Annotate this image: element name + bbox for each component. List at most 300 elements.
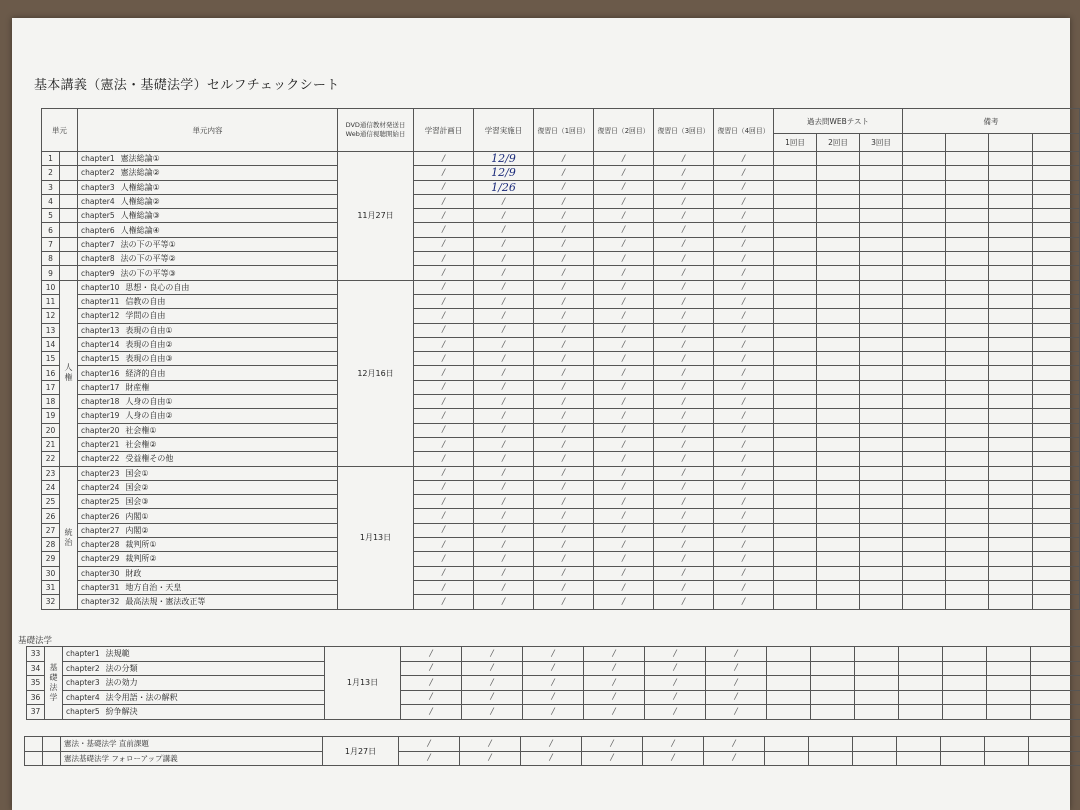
- blank-cell[interactable]: [817, 380, 860, 394]
- blank-cell[interactable]: [855, 647, 899, 662]
- blank-cell[interactable]: [1033, 595, 1080, 609]
- rev2-cell[interactable]: [594, 337, 654, 351]
- blank-cell[interactable]: [817, 366, 860, 380]
- blank-cell[interactable]: [774, 352, 817, 366]
- rev1-cell[interactable]: [534, 209, 594, 223]
- rev2-cell[interactable]: [594, 280, 654, 294]
- blank-cell[interactable]: [817, 323, 860, 337]
- rev1-cell[interactable]: [534, 280, 594, 294]
- blank-cell[interactable]: [903, 480, 946, 494]
- rev2-cell[interactable]: [594, 480, 654, 494]
- plan-cell[interactable]: [414, 266, 474, 280]
- rev4-cell[interactable]: [706, 661, 767, 676]
- blank-cell[interactable]: [989, 337, 1033, 351]
- blank-cell[interactable]: [774, 309, 817, 323]
- plan-cell[interactable]: [414, 180, 474, 194]
- blank-cell[interactable]: [989, 495, 1033, 509]
- rev2-cell[interactable]: [594, 395, 654, 409]
- rev2-cell[interactable]: [584, 676, 645, 691]
- blank-cell[interactable]: [1033, 495, 1080, 509]
- blank-cell[interactable]: [903, 180, 946, 194]
- rev1-cell[interactable]: [534, 566, 594, 580]
- blank-cell[interactable]: [903, 580, 946, 594]
- blank-cell[interactable]: [860, 352, 903, 366]
- blank-cell[interactable]: [774, 194, 817, 208]
- blank-cell[interactable]: [774, 323, 817, 337]
- blank-cell[interactable]: [817, 480, 860, 494]
- blank-cell[interactable]: [946, 466, 989, 480]
- blank-cell[interactable]: [899, 705, 943, 720]
- blank-cell[interactable]: [774, 509, 817, 523]
- done-cell[interactable]: [460, 737, 521, 752]
- blank-cell[interactable]: [946, 237, 989, 251]
- blank-cell[interactable]: [946, 495, 989, 509]
- blank-cell[interactable]: [946, 352, 989, 366]
- rev2-cell[interactable]: [582, 751, 643, 766]
- rev3-cell[interactable]: [654, 480, 714, 494]
- blank-cell[interactable]: [767, 690, 811, 705]
- blank-cell[interactable]: [946, 152, 989, 166]
- blank-cell[interactable]: [1031, 676, 1080, 691]
- rev3-cell[interactable]: [654, 309, 714, 323]
- blank-cell[interactable]: [817, 209, 860, 223]
- done-cell[interactable]: [474, 194, 534, 208]
- rev3-cell[interactable]: [654, 337, 714, 351]
- blank-cell[interactable]: [989, 237, 1033, 251]
- blank-cell[interactable]: [989, 266, 1033, 280]
- rev2-cell[interactable]: [594, 452, 654, 466]
- rev3-cell[interactable]: [654, 566, 714, 580]
- plan-cell[interactable]: [414, 395, 474, 409]
- rev3-cell[interactable]: [654, 180, 714, 194]
- blank-cell[interactable]: [774, 552, 817, 566]
- blank-cell[interactable]: [817, 595, 860, 609]
- blank-cell[interactable]: [860, 523, 903, 537]
- rev4-cell[interactable]: [704, 737, 765, 752]
- blank-cell[interactable]: [989, 309, 1033, 323]
- done-cell[interactable]: [474, 380, 534, 394]
- rev2-cell[interactable]: [584, 690, 645, 705]
- blank-cell[interactable]: [774, 166, 817, 180]
- done-cell[interactable]: [474, 266, 534, 280]
- blank-cell[interactable]: [987, 647, 1031, 662]
- blank-cell[interactable]: [989, 452, 1033, 466]
- rev3-cell[interactable]: [654, 280, 714, 294]
- rev3-cell[interactable]: [654, 452, 714, 466]
- blank-cell[interactable]: [817, 423, 860, 437]
- done-cell[interactable]: [462, 661, 523, 676]
- rev2-cell[interactable]: [594, 194, 654, 208]
- blank-cell[interactable]: [860, 509, 903, 523]
- rev3-cell[interactable]: [654, 266, 714, 280]
- blank-cell[interactable]: [899, 690, 943, 705]
- rev1-cell[interactable]: [534, 552, 594, 566]
- plan-cell[interactable]: [401, 705, 462, 720]
- rev1-cell[interactable]: [523, 647, 584, 662]
- rev4-cell[interactable]: [714, 294, 774, 308]
- rev4-cell[interactable]: [714, 337, 774, 351]
- done-cell[interactable]: [474, 538, 534, 552]
- blank-cell[interactable]: [946, 552, 989, 566]
- blank-cell[interactable]: [1033, 309, 1080, 323]
- rev1-cell[interactable]: [534, 523, 594, 537]
- done-cell[interactable]: [474, 566, 534, 580]
- blank-cell[interactable]: [946, 166, 989, 180]
- blank-cell[interactable]: [946, 580, 989, 594]
- blank-cell[interactable]: [1029, 751, 1080, 766]
- rev3-cell[interactable]: [654, 437, 714, 451]
- blank-cell[interactable]: [860, 280, 903, 294]
- rev2-cell[interactable]: [594, 552, 654, 566]
- plan-cell[interactable]: [414, 552, 474, 566]
- blank-cell[interactable]: [774, 580, 817, 594]
- rev2-cell[interactable]: [582, 737, 643, 752]
- rev3-cell[interactable]: [645, 690, 706, 705]
- blank-cell[interactable]: [903, 366, 946, 380]
- blank-cell[interactable]: [774, 366, 817, 380]
- blank-cell[interactable]: [946, 337, 989, 351]
- rev2-cell[interactable]: [594, 294, 654, 308]
- blank-cell[interactable]: [1033, 152, 1080, 166]
- blank-cell[interactable]: [946, 409, 989, 423]
- plan-cell[interactable]: [414, 352, 474, 366]
- blank-cell[interactable]: [860, 194, 903, 208]
- done-cell[interactable]: [474, 423, 534, 437]
- done-cell[interactable]: [462, 690, 523, 705]
- blank-cell[interactable]: [817, 409, 860, 423]
- done-cell[interactable]: [474, 452, 534, 466]
- done-cell[interactable]: [474, 523, 534, 537]
- rev4-cell[interactable]: [714, 352, 774, 366]
- blank-cell[interactable]: [860, 209, 903, 223]
- blank-cell[interactable]: [903, 323, 946, 337]
- rev4-cell[interactable]: [706, 690, 767, 705]
- blank-cell[interactable]: [811, 647, 855, 662]
- blank-cell[interactable]: [946, 266, 989, 280]
- rev3-cell[interactable]: [654, 323, 714, 337]
- blank-cell[interactable]: [860, 423, 903, 437]
- blank-cell[interactable]: [860, 580, 903, 594]
- blank-cell[interactable]: [903, 595, 946, 609]
- rev1-cell[interactable]: [534, 194, 594, 208]
- blank-cell[interactable]: [855, 661, 899, 676]
- blank-cell[interactable]: [817, 437, 860, 451]
- done-cell[interactable]: [474, 309, 534, 323]
- rev1-cell[interactable]: [534, 509, 594, 523]
- rev2-cell[interactable]: [584, 647, 645, 662]
- plan-cell[interactable]: [414, 452, 474, 466]
- blank-cell[interactable]: [903, 423, 946, 437]
- rev1-cell[interactable]: [534, 237, 594, 251]
- blank-cell[interactable]: [817, 523, 860, 537]
- blank-cell[interactable]: [903, 294, 946, 308]
- blank-cell[interactable]: [1033, 523, 1080, 537]
- rev3-cell[interactable]: [643, 751, 704, 766]
- rev3-cell[interactable]: [645, 661, 706, 676]
- plan-cell[interactable]: [399, 751, 460, 766]
- done-cell[interactable]: [462, 676, 523, 691]
- rev2-cell[interactable]: [594, 380, 654, 394]
- blank-cell[interactable]: [946, 323, 989, 337]
- rev4-cell[interactable]: [714, 223, 774, 237]
- rev2-cell[interactable]: [594, 466, 654, 480]
- blank-cell[interactable]: [989, 380, 1033, 394]
- blank-cell[interactable]: [767, 705, 811, 720]
- rev4-cell[interactable]: [714, 580, 774, 594]
- rev1-cell[interactable]: [534, 337, 594, 351]
- rev2-cell[interactable]: [594, 566, 654, 580]
- blank-cell[interactable]: [860, 309, 903, 323]
- rev2-cell[interactable]: [594, 423, 654, 437]
- blank-cell[interactable]: [860, 566, 903, 580]
- blank-cell[interactable]: [946, 480, 989, 494]
- blank-cell[interactable]: [989, 209, 1033, 223]
- blank-cell[interactable]: [1033, 166, 1080, 180]
- rev2-cell[interactable]: [594, 180, 654, 194]
- rev4-cell[interactable]: [714, 423, 774, 437]
- blank-cell[interactable]: [1033, 280, 1080, 294]
- blank-cell[interactable]: [903, 380, 946, 394]
- blank-cell[interactable]: [989, 480, 1033, 494]
- blank-cell[interactable]: [903, 337, 946, 351]
- rev3-cell[interactable]: [654, 423, 714, 437]
- blank-cell[interactable]: [943, 690, 987, 705]
- plan-cell[interactable]: [414, 223, 474, 237]
- blank-cell[interactable]: [989, 252, 1033, 266]
- blank-cell[interactable]: [1033, 366, 1080, 380]
- rev4-cell[interactable]: [714, 266, 774, 280]
- rev1-cell[interactable]: [534, 366, 594, 380]
- done-cell[interactable]: [474, 252, 534, 266]
- blank-cell[interactable]: [946, 180, 989, 194]
- blank-cell[interactable]: [1033, 423, 1080, 437]
- blank-cell[interactable]: [903, 523, 946, 537]
- plan-cell[interactable]: [414, 380, 474, 394]
- rev2-cell[interactable]: [594, 437, 654, 451]
- done-cell[interactable]: [474, 294, 534, 308]
- rev1-cell[interactable]: [523, 705, 584, 720]
- blank-cell[interactable]: [903, 509, 946, 523]
- plan-cell[interactable]: [399, 737, 460, 752]
- done-cell[interactable]: [474, 352, 534, 366]
- blank-cell[interactable]: [767, 676, 811, 691]
- blank-cell[interactable]: [989, 538, 1033, 552]
- blank-cell[interactable]: [817, 395, 860, 409]
- done-cell[interactable]: [474, 552, 534, 566]
- blank-cell[interactable]: [1033, 237, 1080, 251]
- rev4-cell[interactable]: [714, 280, 774, 294]
- blank-cell[interactable]: [811, 705, 855, 720]
- rev1-cell[interactable]: [534, 580, 594, 594]
- rev4-cell[interactable]: [714, 523, 774, 537]
- rev3-cell[interactable]: [645, 647, 706, 662]
- rev1-cell[interactable]: [534, 495, 594, 509]
- blank-cell[interactable]: [903, 352, 946, 366]
- blank-cell[interactable]: [946, 380, 989, 394]
- rev3-cell[interactable]: [654, 380, 714, 394]
- done-cell[interactable]: [474, 580, 534, 594]
- blank-cell[interactable]: [989, 552, 1033, 566]
- blank-cell[interactable]: [946, 309, 989, 323]
- rev1-cell[interactable]: [534, 395, 594, 409]
- blank-cell[interactable]: [903, 566, 946, 580]
- rev2-cell[interactable]: [594, 352, 654, 366]
- blank-cell[interactable]: [817, 452, 860, 466]
- blank-cell[interactable]: [989, 409, 1033, 423]
- blank-cell[interactable]: [817, 280, 860, 294]
- rev3-cell[interactable]: [645, 676, 706, 691]
- done-cell[interactable]: [474, 280, 534, 294]
- plan-cell[interactable]: [414, 509, 474, 523]
- plan-cell[interactable]: [414, 252, 474, 266]
- blank-cell[interactable]: [903, 466, 946, 480]
- blank-cell[interactable]: [817, 309, 860, 323]
- blank-cell[interactable]: [855, 690, 899, 705]
- rev1-cell[interactable]: [534, 480, 594, 494]
- rev1-cell[interactable]: [534, 538, 594, 552]
- blank-cell[interactable]: [903, 437, 946, 451]
- plan-cell[interactable]: [414, 152, 474, 166]
- done-cell[interactable]: [474, 395, 534, 409]
- blank-cell[interactable]: [1033, 323, 1080, 337]
- rev2-cell[interactable]: [584, 705, 645, 720]
- rev3-cell[interactable]: [654, 237, 714, 251]
- rev1-cell[interactable]: [534, 152, 594, 166]
- blank-cell[interactable]: [774, 237, 817, 251]
- blank-cell[interactable]: [860, 538, 903, 552]
- blank-cell[interactable]: [989, 352, 1033, 366]
- plan-cell[interactable]: [414, 466, 474, 480]
- blank-cell[interactable]: [941, 737, 985, 752]
- rev4-cell[interactable]: [714, 452, 774, 466]
- plan-cell[interactable]: [414, 480, 474, 494]
- blank-cell[interactable]: [774, 409, 817, 423]
- blank-cell[interactable]: [1033, 395, 1080, 409]
- blank-cell[interactable]: [860, 152, 903, 166]
- blank-cell[interactable]: [946, 452, 989, 466]
- blank-cell[interactable]: [767, 647, 811, 662]
- blank-cell[interactable]: [989, 223, 1033, 237]
- rev4-cell[interactable]: [714, 395, 774, 409]
- blank-cell[interactable]: [946, 209, 989, 223]
- plan-cell[interactable]: [414, 538, 474, 552]
- blank-cell[interactable]: [989, 294, 1033, 308]
- blank-cell[interactable]: [1033, 538, 1080, 552]
- blank-cell[interactable]: [946, 252, 989, 266]
- blank-cell[interactable]: [1033, 294, 1080, 308]
- plan-cell[interactable]: [414, 523, 474, 537]
- rev1-cell[interactable]: [521, 737, 582, 752]
- rev1-cell[interactable]: [534, 466, 594, 480]
- rev2-cell[interactable]: [594, 152, 654, 166]
- blank-cell[interactable]: [811, 690, 855, 705]
- blank-cell[interactable]: [903, 280, 946, 294]
- done-cell[interactable]: [474, 337, 534, 351]
- blank-cell[interactable]: [774, 337, 817, 351]
- plan-cell[interactable]: [414, 323, 474, 337]
- blank-cell[interactable]: [903, 266, 946, 280]
- blank-cell[interactable]: [1033, 566, 1080, 580]
- done-cell[interactable]: [462, 705, 523, 720]
- blank-cell[interactable]: [1033, 223, 1080, 237]
- rev1-cell[interactable]: [534, 409, 594, 423]
- blank-cell[interactable]: [989, 509, 1033, 523]
- blank-cell[interactable]: [987, 705, 1031, 720]
- blank-cell[interactable]: [903, 237, 946, 251]
- rev2-cell[interactable]: [594, 509, 654, 523]
- rev1-cell[interactable]: [534, 309, 594, 323]
- blank-cell[interactable]: [774, 209, 817, 223]
- blank-cell[interactable]: [860, 437, 903, 451]
- blank-cell[interactable]: [989, 366, 1033, 380]
- blank-cell[interactable]: [817, 495, 860, 509]
- rev2-cell[interactable]: [594, 366, 654, 380]
- rev3-cell[interactable]: [654, 595, 714, 609]
- blank-cell[interactable]: [860, 223, 903, 237]
- rev1-cell[interactable]: [534, 252, 594, 266]
- blank-cell[interactable]: [774, 538, 817, 552]
- blank-cell[interactable]: [903, 194, 946, 208]
- rev1-cell[interactable]: [534, 166, 594, 180]
- rev2-cell[interactable]: [594, 252, 654, 266]
- rev4-cell[interactable]: [714, 237, 774, 251]
- blank-cell[interactable]: [811, 661, 855, 676]
- blank-cell[interactable]: [989, 466, 1033, 480]
- rev4-cell[interactable]: [714, 566, 774, 580]
- done-cell[interactable]: [474, 466, 534, 480]
- done-cell[interactable]: [474, 323, 534, 337]
- rev1-cell[interactable]: [534, 180, 594, 194]
- blank-cell[interactable]: [1033, 437, 1080, 451]
- rev3-cell[interactable]: [654, 538, 714, 552]
- rev4-cell[interactable]: [714, 437, 774, 451]
- rev3-cell[interactable]: [654, 352, 714, 366]
- rev2-cell[interactable]: [594, 166, 654, 180]
- blank-cell[interactable]: [946, 437, 989, 451]
- rev4-cell[interactable]: [706, 705, 767, 720]
- plan-cell[interactable]: [414, 294, 474, 308]
- rev1-cell[interactable]: [523, 676, 584, 691]
- rev3-cell[interactable]: [654, 466, 714, 480]
- rev2-cell[interactable]: [594, 266, 654, 280]
- blank-cell[interactable]: [903, 252, 946, 266]
- blank-cell[interactable]: [860, 252, 903, 266]
- rev4-cell[interactable]: [714, 466, 774, 480]
- blank-cell[interactable]: [903, 538, 946, 552]
- blank-cell[interactable]: [774, 280, 817, 294]
- rev3-cell[interactable]: [643, 737, 704, 752]
- blank-cell[interactable]: [989, 194, 1033, 208]
- plan-cell[interactable]: [414, 366, 474, 380]
- blank-cell[interactable]: [817, 166, 860, 180]
- done-cell[interactable]: [474, 509, 534, 523]
- rev1-cell[interactable]: [521, 751, 582, 766]
- blank-cell[interactable]: [767, 661, 811, 676]
- blank-cell[interactable]: [1031, 690, 1080, 705]
- blank-cell[interactable]: [853, 751, 897, 766]
- blank-cell[interactable]: [860, 266, 903, 280]
- plan-cell[interactable]: [414, 495, 474, 509]
- blank-cell[interactable]: [903, 152, 946, 166]
- rev2-cell[interactable]: [594, 309, 654, 323]
- blank-cell[interactable]: [860, 409, 903, 423]
- blank-cell[interactable]: [946, 509, 989, 523]
- rev4-cell[interactable]: [714, 366, 774, 380]
- blank-cell[interactable]: [774, 252, 817, 266]
- blank-cell[interactable]: [943, 661, 987, 676]
- blank-cell[interactable]: [817, 294, 860, 308]
- blank-cell[interactable]: [1033, 337, 1080, 351]
